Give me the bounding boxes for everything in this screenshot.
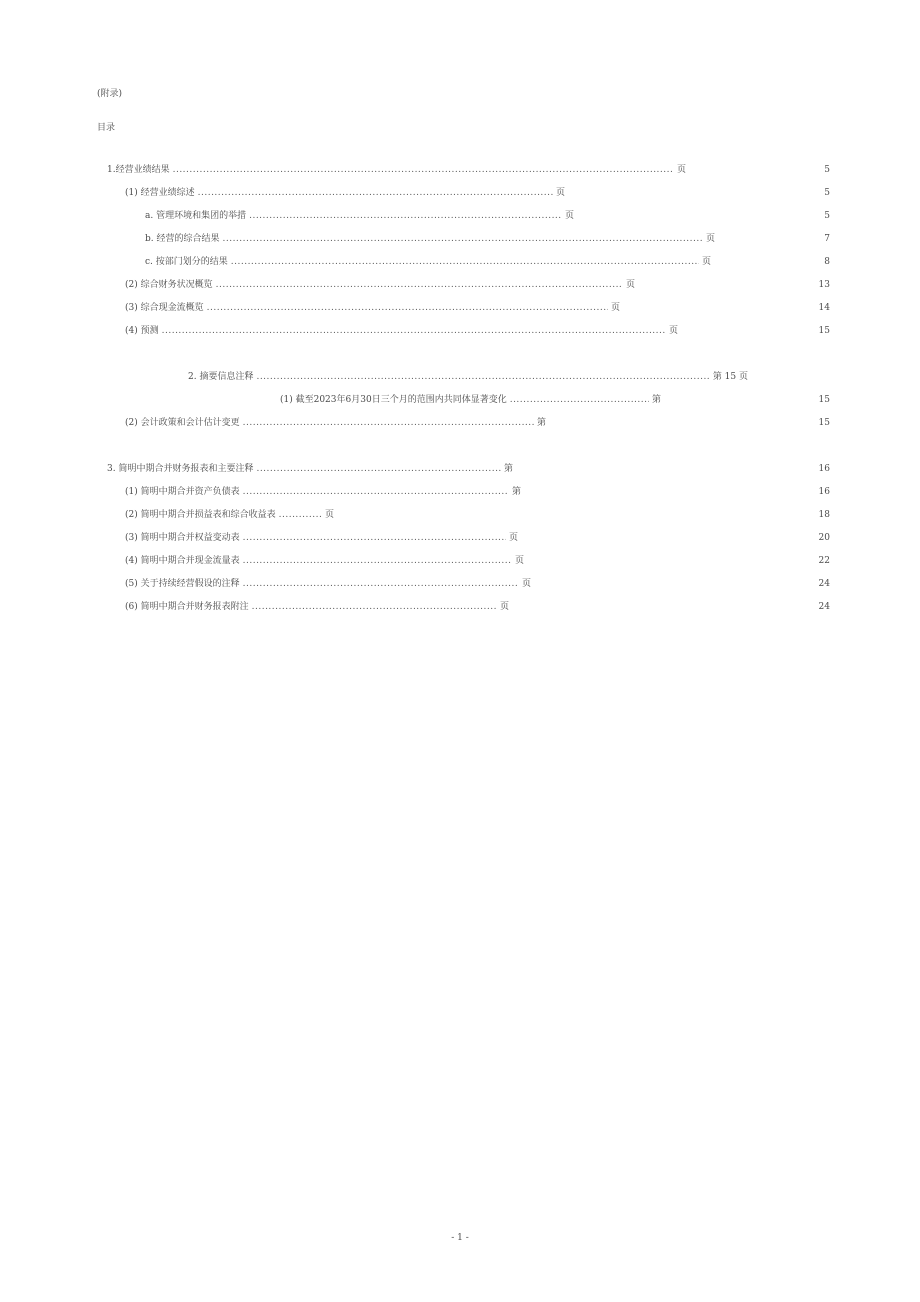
toc-entry-label: (4) 简明中期合并现金流量表 (125, 556, 240, 566)
dot-leader (243, 486, 509, 498)
toc-entry-3-3[interactable] (125, 532, 518, 544)
toc-entry-2[interactable] (188, 371, 748, 383)
dot-leader (243, 532, 506, 544)
dot-leader (198, 187, 553, 199)
toc-page-number: 24 (818, 602, 830, 612)
toc-page-number: 14 (818, 303, 830, 313)
toc-title: 目录 (97, 123, 116, 133)
toc-page-number: 15 (818, 418, 830, 428)
toc-entry-suffix: 页 (555, 188, 565, 198)
toc-entry-3[interactable] (107, 463, 513, 475)
toc-page-number: 7 (824, 234, 830, 244)
toc-page-number: 18 (818, 510, 830, 520)
dot-leader (243, 417, 534, 429)
dot-leader (510, 394, 649, 406)
dot-leader (207, 302, 608, 314)
toc-entry-label: 2. 摘要信息注释 (188, 372, 254, 382)
toc-page-number: 13 (818, 280, 830, 290)
dot-leader (256, 463, 501, 475)
toc-entry-suffix: 第 (503, 464, 513, 474)
toc-entry-suffix: 页 (508, 533, 518, 543)
dot-leader (252, 601, 497, 613)
toc-page-number: 22 (818, 556, 830, 566)
toc-entry-suffix: 页 (324, 510, 334, 520)
toc-entry-suffix: 页 (625, 280, 635, 290)
dot-leader (173, 164, 674, 176)
toc-entry-suffix: 第 15 页 (712, 372, 748, 382)
toc-entry-1-4[interactable] (125, 325, 678, 337)
toc-page-number: 15 (818, 395, 830, 405)
toc-entry-label: (1) 经营业绩综述 (125, 188, 195, 198)
toc-entry-3-5[interactable] (125, 578, 531, 590)
dot-leader (162, 325, 666, 337)
toc-entry-label: (5) 关于持续经营假设的注释 (125, 579, 240, 589)
toc-entry-label: (4) 预测 (125, 326, 159, 336)
toc-page-number: 16 (818, 464, 830, 474)
toc-entry-label: c. 按部门划分的结果 (145, 257, 228, 267)
toc-page-number: 5 (824, 211, 830, 221)
toc-entry-3-6[interactable] (125, 601, 509, 613)
toc-entry-suffix: 页 (514, 556, 524, 566)
toc-entry-suffix: 第 (651, 395, 661, 405)
toc-entry-label: (3) 简明中期合并权益变动表 (125, 533, 240, 543)
toc-page-number: 20 (818, 533, 830, 543)
toc-entry-1-1-b[interactable] (145, 233, 715, 245)
toc-entry-label: 1.经营业绩结果 (107, 165, 170, 175)
toc-page-number: 24 (818, 579, 830, 589)
toc-page-number: 5 (824, 165, 830, 175)
toc-entry-label: (2) 综合财务状况概览 (125, 280, 213, 290)
dot-leader (216, 279, 623, 291)
dot-leader (243, 578, 519, 590)
toc-entry-suffix: 页 (676, 165, 686, 175)
toc-entry-1-3[interactable] (125, 302, 620, 314)
toc-entry-label: (6) 简明中期合并财务报表附注 (125, 602, 249, 612)
toc-entry-suffix: 页 (701, 257, 711, 267)
dot-leader (231, 256, 699, 268)
toc-entry-1-1[interactable] (125, 187, 565, 199)
toc-entry-2-2[interactable] (125, 417, 546, 429)
dot-leader (256, 371, 709, 383)
toc-entry-suffix: 页 (499, 602, 509, 612)
dot-leader (249, 210, 562, 222)
toc-entry-label: (1) 简明中期合并资产负债表 (125, 487, 240, 497)
dot-leader (243, 555, 512, 567)
dot-leader (222, 233, 703, 245)
toc-entry-suffix: 页 (705, 234, 715, 244)
toc-entry-3-4[interactable] (125, 555, 524, 567)
toc-entry-1-2[interactable] (125, 279, 635, 291)
toc-page-number: 16 (818, 487, 830, 497)
toc-entry-suffix: 页 (610, 303, 620, 313)
dot-leader (279, 509, 322, 521)
toc-entry-3-2[interactable] (125, 509, 334, 521)
toc-entry-label: 3. 简明中期合并财务报表和主要注释 (107, 464, 254, 474)
toc-entry-suffix: 页 (521, 579, 531, 589)
toc-entry-suffix: 页 (564, 211, 574, 221)
toc-entry-suffix: 第 (511, 487, 521, 497)
toc-entry-1-1-a[interactable] (145, 210, 574, 222)
appendix-label: (附录) (97, 89, 123, 99)
toc-page-number: 5 (824, 188, 830, 198)
toc-entry-3-1[interactable] (125, 486, 521, 498)
toc-entry-2-1[interactable] (280, 394, 661, 406)
toc-entry-1-1-c[interactable] (145, 256, 711, 268)
toc-entry-label: (2) 会计政策和会计估计变更 (125, 418, 240, 428)
toc-entry-1[interactable] (107, 164, 686, 176)
toc-entry-label: a. 管理环境和集团的举措 (145, 211, 247, 221)
toc-entry-label: (3) 综合现金流概览 (125, 303, 204, 313)
toc-page-number: 8 (824, 257, 830, 267)
toc-page-number: 15 (818, 326, 830, 336)
toc-entry-label: b. 经营的综合结果 (145, 234, 220, 244)
page-footer-number: - 1 - (451, 1233, 469, 1243)
toc-entry-suffix: 页 (668, 326, 678, 336)
toc-entry-label: (1) 截至2023年6月30日三个月的范围内共同体显著变化 (280, 395, 507, 405)
toc-entry-suffix: 第 (536, 418, 546, 428)
toc-entry-label: (2) 简明中期合并损益表和综合收益表 (125, 510, 276, 520)
